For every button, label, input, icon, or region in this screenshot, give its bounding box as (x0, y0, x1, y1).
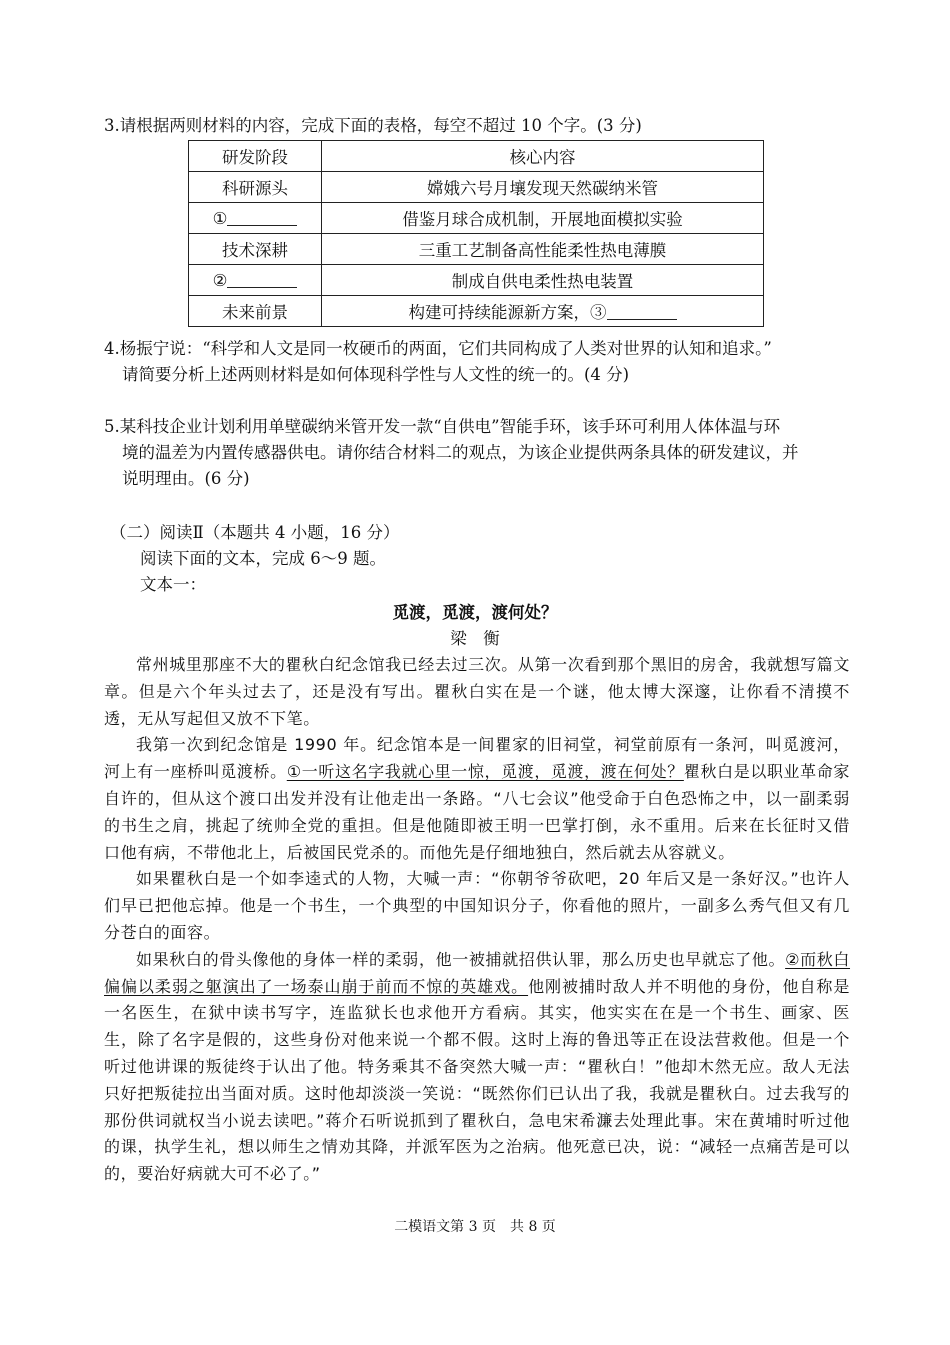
question-5-line2: 境的温差为内置传感器供电。请你结合材料二的观点，为该企业提供两条具体的研发建议，并 (122, 443, 799, 462)
paragraph (104, 947, 850, 1188)
table-header-content: 核心内容 (322, 141, 764, 172)
question-5 (104, 414, 854, 492)
table-header-stage: 研发阶段 (189, 141, 322, 172)
section-heading: （二）阅读Ⅱ（本题共 4 小题，16 分） (110, 523, 400, 542)
question-5-line1: 5.某科技企业计划利用单壁碳纳米管开发一款“自供电”智能手环，该手环可利用人体体温与环 (104, 417, 781, 436)
paragraph-text: 我第一次到纪念馆是 1990 年。纪念馆本是一间瞿家的旧祠堂，祠堂前原有一条河，叫觅渡河，河上有一座桥叫觅渡桥。 (104, 735, 850, 782)
underlined-sentence-1: ①一听这名字我就心里一惊，觅渡，觅渡，渡在何处？ (286, 762, 684, 782)
content-cell: 借鉴月球合成机制，开展地面模拟实验 (322, 203, 764, 234)
page-footer: 二模语文第 3 页 共 8 页 (394, 1219, 556, 1235)
table-row (189, 234, 764, 265)
answer-blank (607, 303, 677, 320)
question-4-line2: 请简要分析上述两则材料是如何体现科学性与人文性的统一的。(4 分) (122, 365, 630, 384)
content-cell: 三重工艺制备高性能柔性热电薄膜 (322, 234, 764, 265)
answer-blank (227, 271, 297, 288)
question-4 (104, 336, 854, 388)
research-stage-table (188, 140, 764, 327)
question-3 (104, 113, 854, 139)
article-author: 梁 衡 (450, 629, 500, 648)
question-3-text: 3.请根据两则材料的内容，完成下面的表格，每空不超过 10 个字。(3 分) (104, 116, 642, 135)
article-body (104, 652, 850, 1188)
content-cell: 嫦娥六号月壤发现天然碳纳米管 (322, 172, 764, 203)
stage-cell: 科研源头 (189, 172, 322, 203)
blank-number: ② (212, 270, 228, 290)
underlined-sentence-2: ②而秋白偏偏以柔弱之躯演出了一场泰山崩于前而不惊的英雄戏。 (104, 949, 851, 996)
text-label: 文本一： (140, 575, 206, 594)
table-header-row (189, 141, 764, 172)
content-cell (322, 296, 764, 327)
stage-cell: 技术深耕 (189, 234, 322, 265)
table-row (189, 296, 764, 327)
paragraph-text: 如果秋白的骨头像他的身体一样的柔弱，他一被捕就招供认罪，那么历史也早就忘了他。 (136, 949, 786, 969)
question-4-line1: 4.杨振宁说：“科学和人文是同一枚硬币的两面，它们共同构成了人类对世界的认知和追求。” (104, 339, 772, 358)
blank-number: ① (212, 208, 228, 228)
paragraph-text: 瞿秋白是以职业革命家自许的，但从这个渡口出发并没有让他走出一条路。“八七会议”他受命于白色恐怖之中，以一副柔弱的书生之肩，挑起了统帅全党的重担。但是他随即被王明一巴掌打倒，永不重用。后来在长征时又借口他有病，不带他北上，后被国民党杀的。而他先是仔细地独白，然后就去从容就义。 (104, 762, 850, 862)
question-5-line3: 说明理由。(6 分) (122, 469, 250, 488)
answer-blank (227, 209, 297, 226)
article-title: 觅渡，觅渡，渡何处？ (392, 603, 558, 622)
stage-cell (189, 203, 322, 234)
table-row (189, 172, 764, 203)
table-row (189, 203, 764, 234)
paragraph-text: 他刚被捕时敌人并不明他的身份，他自称是一名医生，在狱中读书写字，连监狱长也求他开方看病。其实，他实实在在是一个书生、画家、医生，除了名字是假的，这些身份对他来说一个都不假。这时上海的鲁迅等正在设法营救他。但是一个听过他讲课的叛徒终于认出了他。特务乘其不备突然大喊一声：“瞿秋白！”他却木然无应。敌人无法只好把叛徒拉出当面对质。这时他却淡淡一笑说：“既然你们已认出了我，我就是瞿秋白。过去我写的那份供词就权当小说去读吧。”蒋介石听说抓到了瞿秋白，急电宋希濂去处理此事。宋在黄埔时听过他的课，执学生礼，想以师生之情劝其降，并派军医为之治病。他死意已决，说：“减轻一点痛苦是可以的，要治好病就大可不必了。” (104, 976, 850, 1184)
stage-cell: 未来前景 (189, 296, 322, 327)
paragraph: 常州城里那座不大的瞿秋白纪念馆我已经去过三次。从第一次看到那个黑旧的房舍，我就想写篇文章。但是六个年头过去了，还是没有写出。瞿秋白实在是一个谜，他太博大深邃，让你看不清摸不透，无从写起但又放不下笔。 (104, 655, 850, 728)
section-instruction: 阅读下面的文本，完成 6～9 题。 (140, 549, 386, 568)
table-row (189, 265, 764, 296)
paragraph: 如果瞿秋白是一个如李逵式的人物，大喊一声：“你朝爷爷砍吧，20 年后又是一条好汉。”也许人们早已把他忘掉。他是一个书生，一个典型的中国知识分子，你看他的照片，一副多么秀气但又有几分苍白的面容。 (104, 869, 850, 942)
paragraph (104, 732, 850, 866)
stage-cell (189, 265, 322, 296)
content-text: 构建可持续能源新方案，③ (408, 303, 607, 322)
content-cell: 制成自供电柔性热电装置 (322, 265, 764, 296)
